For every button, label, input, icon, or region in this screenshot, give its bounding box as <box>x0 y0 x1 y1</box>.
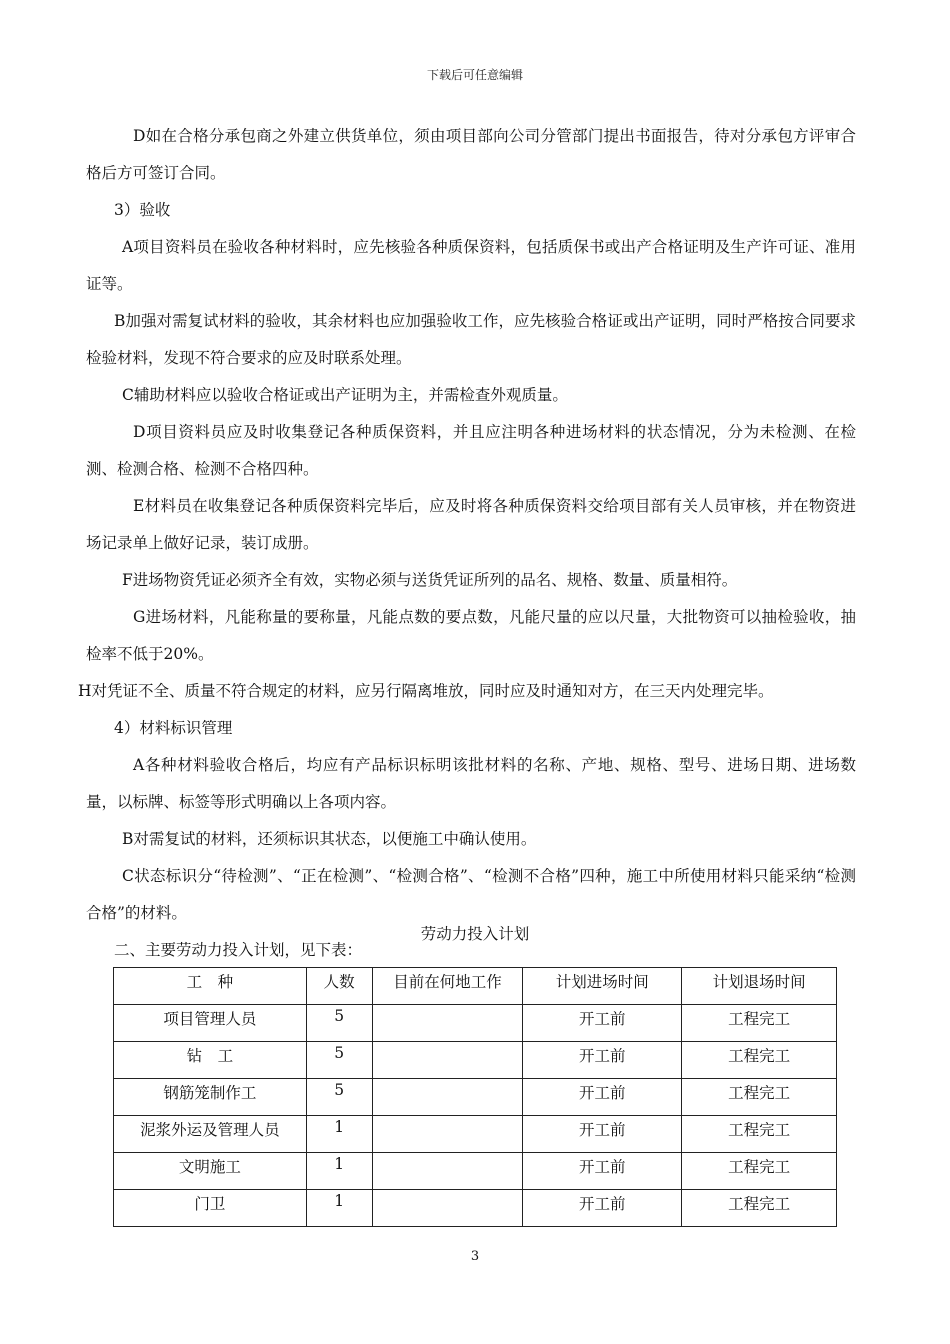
cell-exit-time: 工程完工 <box>682 1116 837 1153</box>
labor-plan-table <box>113 967 837 1227</box>
cell-entry-time: 开工前 <box>523 1190 682 1227</box>
paragraph: E材料员在收集登记各种质保资料完毕后，应及时将各种质保资料交给项目部有关人员审核，并在物资进场记录单上做好记录，装订成册。 <box>86 497 856 552</box>
paragraph: F进场物资凭证必须齐全有效，实物必须与送货凭证所列的品名、规格、数量、质量相符。 <box>122 571 738 589</box>
cell-trade: 钢筋笼制作工 <box>114 1079 307 1116</box>
column-header: 人数 <box>306 968 372 1005</box>
cell-count: 1 <box>306 1190 372 1227</box>
cell-trade: 钻 工 <box>114 1042 307 1079</box>
page-header: 下载后可任意编辑 <box>426 68 523 82</box>
cell-location <box>372 1190 523 1227</box>
paragraph: D如在合格分承包商之外建立供货单位，须由项目部向公司分管部门提出书面报告，待对分承包方评审合格后方可签订合同。 <box>86 127 856 182</box>
paragraph: A各种材料验收合格后，均应有产品标识标明该批材料的名称、产地、规格、型号、进场日期、进场数量，以标牌、标签等形式明确以上各项内容。 <box>86 756 856 811</box>
table-row <box>114 1190 837 1227</box>
cell-exit-time: 工程完工 <box>682 1005 837 1042</box>
cell-exit-time: 工程完工 <box>682 1079 837 1116</box>
table-row <box>114 1116 837 1153</box>
paragraph: D项目资料员应及时收集登记各种质保资料，并且应注明各种进场材料的状态情况，分为未检测、在检测、检测合格、检测不合格四种。 <box>86 423 856 478</box>
paragraph: H对凭证不全、质量不符合规定的材料，应另行隔离堆放，同时应及时通知对方，在三天内处理完毕。 <box>78 682 774 700</box>
cell-location <box>372 1005 523 1042</box>
cell-count: 1 <box>306 1116 372 1153</box>
paragraph: A项目资料员在验收各种材料时，应先核验各种质保资料，包括质保书或出产合格证明及生产许可证、准用证等。 <box>86 238 856 293</box>
table-row <box>114 1153 837 1190</box>
cell-trade: 文明施工 <box>114 1153 307 1190</box>
paragraph: G进场材料，凡能称量的要称量，凡能点数的要点数，凡能尺量的应以尺量，大批物资可以抽检验收，抽检率不低于20%。 <box>86 608 856 663</box>
cell-trade: 门卫 <box>114 1190 307 1227</box>
column-header: 目前在何地工作 <box>372 968 523 1005</box>
cell-exit-time: 工程完工 <box>682 1153 837 1190</box>
table-row <box>114 1079 837 1116</box>
cell-exit-time: 工程完工 <box>682 1042 837 1079</box>
cell-entry-time: 开工前 <box>523 1116 682 1153</box>
cell-location <box>372 1042 523 1079</box>
table-row <box>114 1042 837 1079</box>
section-heading: 二、主要劳动力投入计划，见下表： <box>114 941 363 959</box>
column-header: 工 种 <box>114 968 307 1005</box>
cell-location <box>372 1079 523 1116</box>
cell-entry-time: 开工前 <box>523 1079 682 1116</box>
cell-trade: 泥浆外运及管理人员 <box>114 1116 307 1153</box>
cell-trade: 项目管理人员 <box>114 1005 307 1042</box>
page-number: 3 <box>470 1249 480 1264</box>
table-title: 劳动力投入计划 <box>420 925 530 943</box>
cell-location <box>372 1116 523 1153</box>
cell-exit-time: 工程完工 <box>682 1190 837 1227</box>
cell-entry-time: 开工前 <box>523 1005 682 1042</box>
cell-count: 5 <box>306 1079 372 1116</box>
cell-count: 5 <box>306 1005 372 1042</box>
paragraph: B加强对需复试材料的验收，其余材料也应加强验收工作，应先核验合格证或出产证明，同时严格按合同要求检验材料，发现不符合要求的应及时联系处理。 <box>86 312 856 367</box>
cell-location <box>372 1153 523 1190</box>
column-header: 计划进场时间 <box>523 968 682 1005</box>
paragraph: C辅助材料应以验收合格证或出产证明为主，并需检查外观质量。 <box>122 386 568 404</box>
section-heading: 4）材料标识管理 <box>114 719 233 737</box>
cell-entry-time: 开工前 <box>523 1153 682 1190</box>
column-header: 计划退场时间 <box>682 968 837 1005</box>
table-header-row <box>114 968 837 1005</box>
document-body <box>78 118 856 969</box>
table-row <box>114 1005 837 1042</box>
paragraph: B对需复试的材料，还须标识其状态，以便施工中确认使用。 <box>122 830 537 848</box>
cell-entry-time: 开工前 <box>523 1042 682 1079</box>
cell-count: 1 <box>306 1153 372 1190</box>
section-heading: 3）验收 <box>114 201 171 219</box>
paragraph: C状态标识分“待检测”、“正在检测”、“检测合格”、“检测不合格”四种，施工中所使用材料只能采纳“检测合格”的材料。 <box>86 867 856 922</box>
cell-count: 5 <box>306 1042 372 1079</box>
